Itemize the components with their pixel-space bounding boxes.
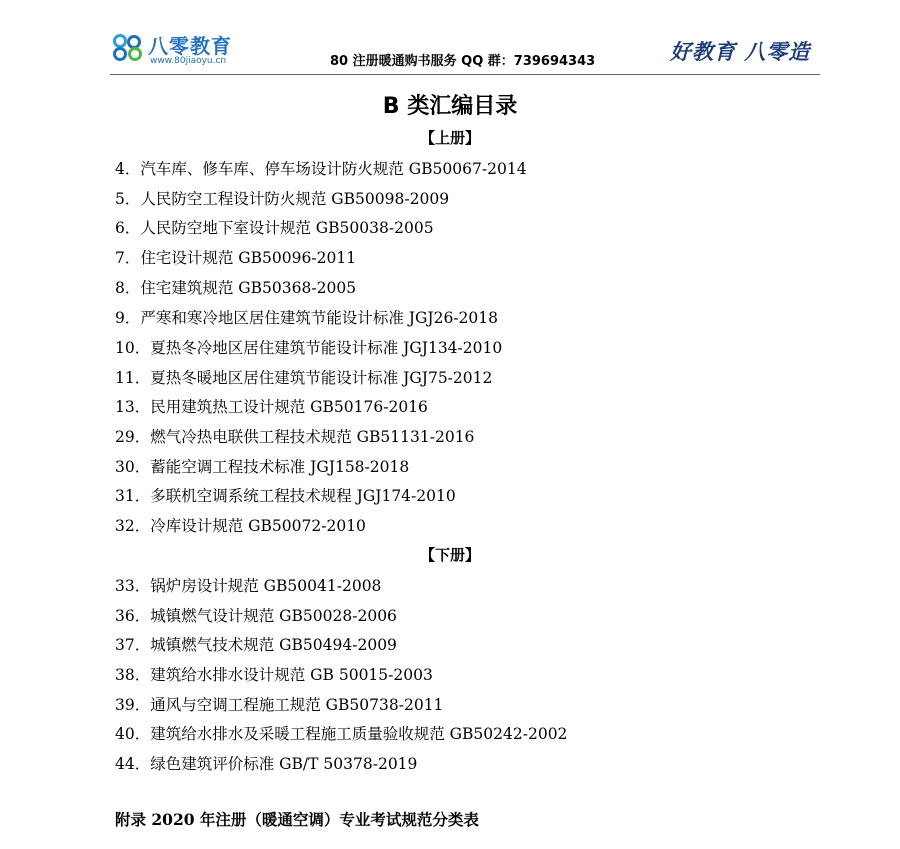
- logo-url: www.80jiaoyu.cn: [150, 56, 227, 66]
- section-heading-lower: 【下册】: [419, 546, 480, 564]
- list-item: 11．夏热冬暖地区居住建筑节能设计标准 JGJ75-2012: [115, 369, 493, 387]
- list-item: 6．人民防空地下室设计规范 GB50038-2005: [115, 219, 434, 237]
- page-header: [0, 0, 900, 80]
- list-item: 32．冷库设计规范 GB50072-2010: [115, 517, 366, 535]
- logo-mark-icon: [112, 34, 144, 62]
- list-item: 31．多联机空调系统工程技术规程 JGJ174-2010: [115, 487, 456, 505]
- header-divider: [110, 74, 820, 75]
- list-item: 29．燃气冷热电联供工程技术规范 GB51131-2016: [115, 428, 475, 446]
- list-item: 39．通风与空调工程施工规范 GB50738-2011: [115, 696, 444, 714]
- list-item: 36．城镇燃气设计规范 GB50028-2006: [115, 607, 397, 625]
- service-text: 80 注册暖通购书服务 QQ 群：739694343: [330, 54, 596, 69]
- page-title: B 类汇编目录: [382, 94, 518, 119]
- list-item: 4．汽车库、修车库、停车场设计防火规范 GB50067-2014: [115, 160, 527, 178]
- list-item: 7．住宅设计规范 GB50096-2011: [115, 249, 357, 267]
- section-heading-upper: 【上册】: [419, 129, 480, 147]
- list-item: 38．建筑给水排水设计规范 GB 50015-2003: [115, 666, 433, 684]
- list-item: 30．蓄能空调工程技术标准 JGJ158-2018: [115, 458, 410, 476]
- appendix-title: 附录 2020 年注册（暖通空调）专业考试规范分类表: [115, 810, 479, 829]
- list-item: 10．夏热冬冷地区居住建筑节能设计标准 JGJ134-2010: [115, 339, 503, 357]
- list-item: 37．城镇燃气技术规范 GB50494-2009: [115, 636, 397, 654]
- slogan: 好教育 八零造: [670, 39, 811, 64]
- list-item: 40．建筑给水排水及采暖工程施工质量验收规范 GB50242-2002: [115, 725, 568, 743]
- list-item: 8．住宅建筑规范 GB50368-2005: [115, 279, 357, 297]
- logo-name: 八零教育: [148, 34, 232, 58]
- list-item: 9．严寒和寒冷地区居住建筑节能设计标准 JGJ26-2018: [115, 309, 499, 327]
- list-item: 13．民用建筑热工设计规范 GB50176-2016: [115, 398, 428, 416]
- brand-logo: [112, 30, 282, 70]
- list-item: 33．锅炉房设计规范 GB50041-2008: [115, 577, 382, 595]
- list-item: 5．人民防空工程设计防火规范 GB50098-2009: [115, 190, 450, 208]
- list-item: 44．绿色建筑评价标准 GB/T 50378-2019: [115, 755, 418, 773]
